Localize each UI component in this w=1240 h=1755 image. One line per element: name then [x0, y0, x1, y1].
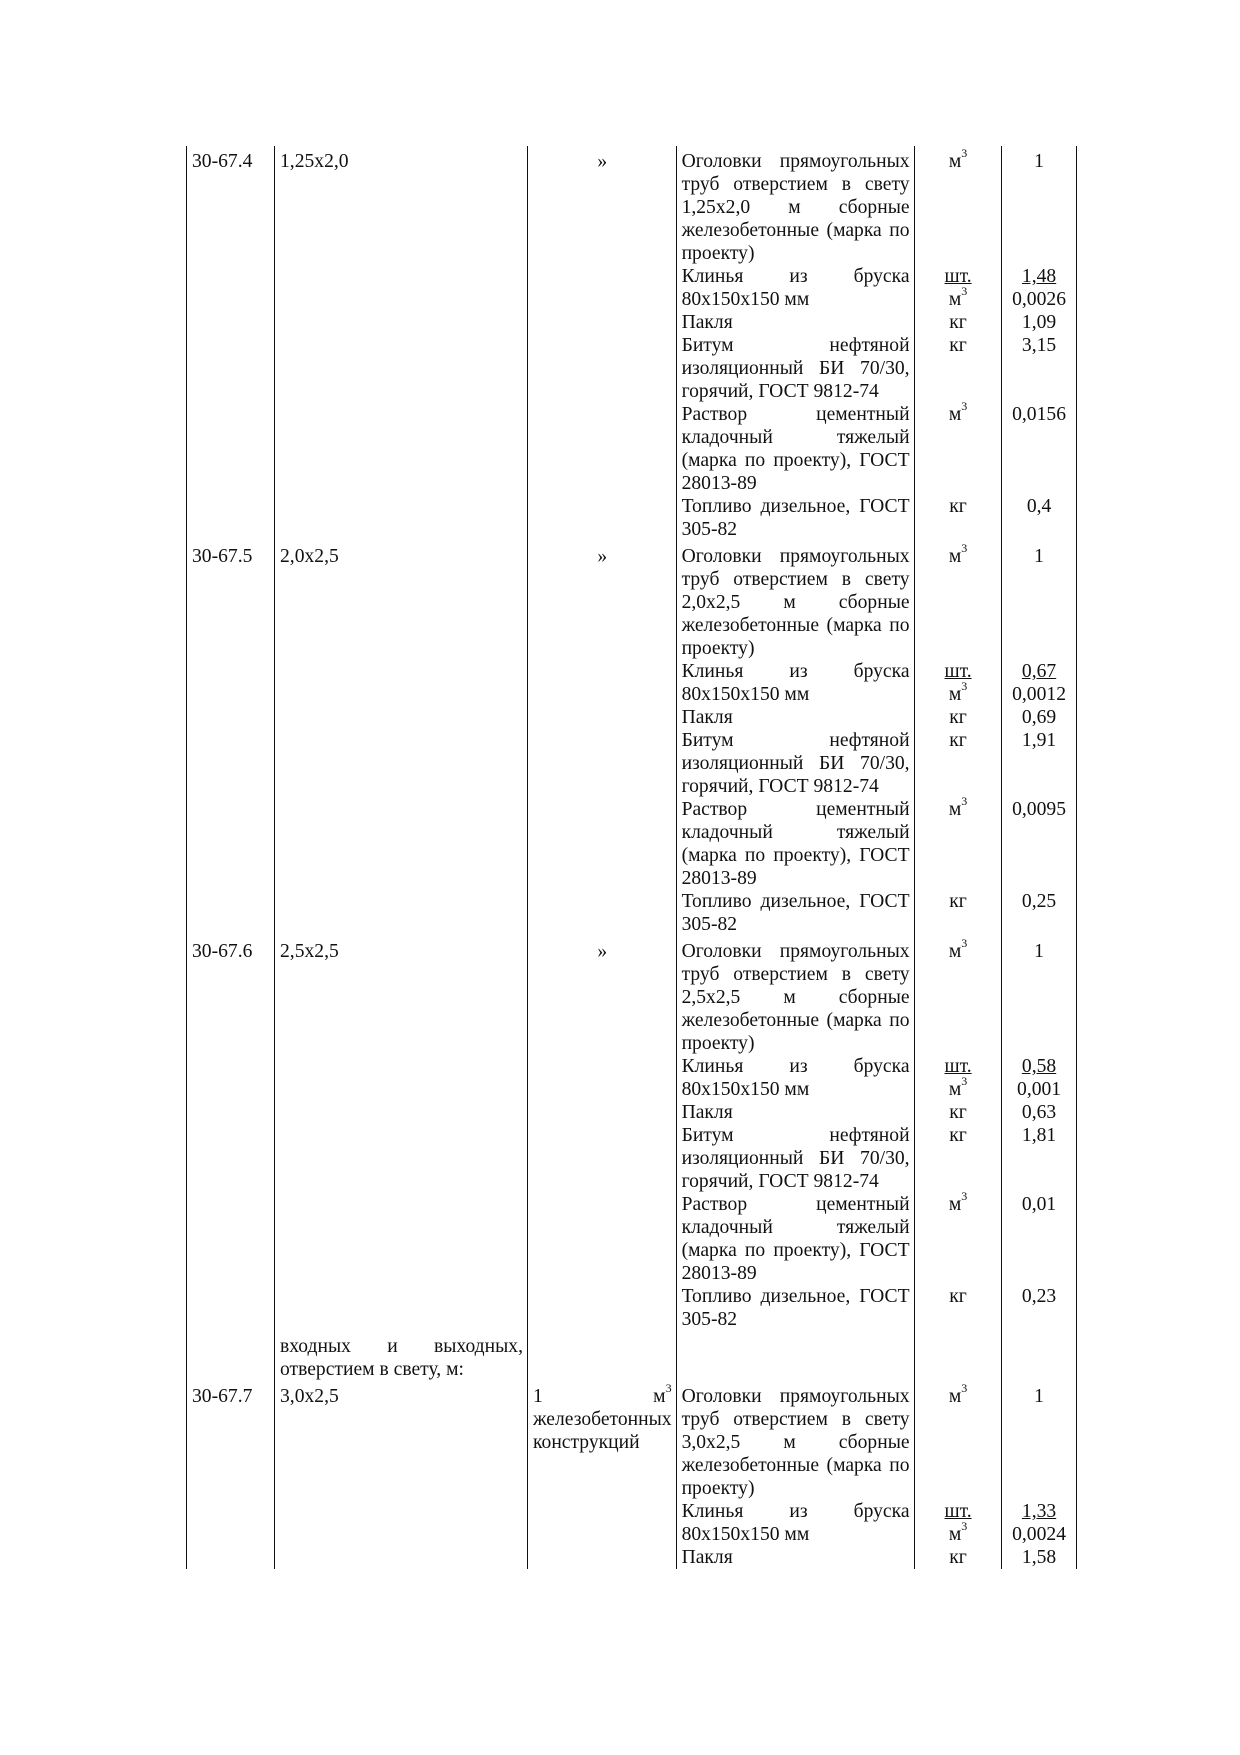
quantity-cell — [1001, 729, 1076, 798]
unit-cell — [914, 334, 1001, 403]
quantity-value: 1,48 — [1021, 266, 1057, 287]
unit-cell — [914, 1101, 1001, 1124]
norm-code: 30-67.6 — [187, 936, 275, 1331]
material-name: Раствор цементный кладочный тяжелый (марка по проекту), ГОСТ 28013-89 — [676, 798, 914, 890]
unit-cell — [914, 1500, 1001, 1546]
unit-label-exponent: 3 — [961, 1189, 968, 1204]
quantity-value: 1,09 — [1021, 312, 1057, 333]
material-name: Раствор цементный кладочный тяжелый (марка по проекту), ГОСТ 28013-89 — [676, 1193, 914, 1285]
quantity-cell — [1001, 936, 1076, 1055]
material-name: Битум нефтяной изоляционный БИ 70/30, горячий, ГОСТ 9812-74 — [676, 1124, 914, 1193]
ditto-mark: » — [528, 541, 677, 936]
quantity-cell — [1001, 1500, 1076, 1546]
quantity-value: 0,25 — [1021, 891, 1057, 912]
material-name: Топливо дизельное, ГОСТ 305-82 — [676, 890, 914, 936]
unit-label: $м^3$ — [948, 1074, 968, 1100]
empty-cell — [528, 1331, 677, 1381]
material-name: Битум нефтяной изоляционный БИ 70/30, горячий, ГОСТ 9812-74 — [676, 729, 914, 798]
unit-cell — [914, 541, 1001, 660]
quantity-cell — [1001, 798, 1076, 890]
unit-label: $м^3$ — [948, 399, 968, 425]
unit-label-exponent: 3 — [961, 1519, 968, 1534]
ditto-mark: » — [528, 936, 677, 1331]
material-name: Оголовки прямоугольных труб отверстием в свету 1,25x2,0 м сборные железобетонные (марка по проекту) — [676, 146, 914, 265]
material-name: Оголовки прямоугольных труб отверстием в свету 2,0x2,5 м сборные железобетонные (марка по проекту) — [676, 541, 914, 660]
quantity-cell — [1001, 706, 1076, 729]
unit-label: кг — [949, 1102, 967, 1123]
unit-cell — [914, 146, 1001, 265]
unit-of-measure-unit: $м^3$ — [653, 1381, 672, 1407]
unit-cell — [914, 1055, 1001, 1101]
unit-cell — [914, 706, 1001, 729]
unit-label: шт. — [944, 661, 972, 682]
quantity-cell — [1001, 1193, 1076, 1285]
quantity-value: 0,0095 — [1012, 799, 1066, 820]
quantity-cell — [1001, 311, 1076, 334]
quantity-value: 0,0026 — [1012, 289, 1066, 310]
unit-cell — [914, 936, 1001, 1055]
material-name: Битум нефтяной изоляционный БИ 70/30, горячий, ГОСТ 9812-74 — [676, 334, 914, 403]
table-row — [187, 146, 1077, 265]
unit-label: шт. — [944, 1501, 972, 1522]
quantity-value: 1 — [1034, 546, 1044, 567]
quantity-cell — [1001, 1381, 1076, 1500]
empty-cell — [676, 1331, 914, 1381]
opening-size: 1,25x2,0 — [275, 146, 528, 541]
quantity-value: 1 — [1034, 1386, 1044, 1407]
quantity-cell — [1001, 1124, 1076, 1193]
quantity-value: 0,0024 — [1012, 1524, 1066, 1545]
quantity-value: 0,23 — [1021, 1286, 1057, 1307]
section-label-row — [187, 1331, 1077, 1381]
quantity-value: 1,33 — [1021, 1501, 1057, 1522]
quantity-value: 0,69 — [1021, 707, 1057, 728]
unit-label: $м^3$ — [948, 794, 968, 820]
ditto-mark: » — [528, 146, 677, 541]
quantity-value: 1,81 — [1021, 1125, 1057, 1146]
quantity-cell — [1001, 334, 1076, 403]
quantity-cell — [1001, 541, 1076, 660]
unit-of-measure-head — [533, 1381, 672, 1408]
norms-table — [186, 146, 1077, 1569]
unit-label-exponent: 3 — [961, 1381, 968, 1396]
quantity-cell — [1001, 1285, 1076, 1331]
unit-label: кг — [949, 1547, 967, 1568]
unit-label: шт. — [944, 1056, 972, 1077]
section-label: входных и выходных, отверстием в свету, м: — [275, 1331, 528, 1381]
unit-of-measure-text: железобетонных конструкций — [533, 1409, 672, 1453]
unit-label-exponent: 3 — [961, 541, 968, 556]
material-name: Клинья из бруска 80x150x150 мм — [676, 1055, 914, 1101]
unit-label: кг — [949, 1286, 967, 1307]
unit-cell — [914, 265, 1001, 311]
quantity-value: 1 — [1034, 151, 1044, 172]
material-name: Клинья из бруска 80x150x150 мм — [676, 660, 914, 706]
unit-of-measure — [528, 1381, 677, 1569]
material-name: Пакля — [676, 1546, 914, 1569]
unit-label: кг — [949, 707, 967, 728]
unit-label: кг — [949, 335, 967, 356]
material-name: Оголовки прямоугольных труб отверстием в свету 3,0x2,5 м сборные железобетонные (марка по проекту) — [676, 1381, 914, 1500]
unit-label: $м^3$ — [948, 541, 968, 567]
opening-size: 2,0x2,5 — [275, 541, 528, 936]
unit-label: $м^3$ — [948, 1381, 968, 1407]
material-name: Пакля — [676, 1101, 914, 1124]
unit-cell — [914, 1285, 1001, 1331]
material-name: Раствор цементный кладочный тяжелый (марка по проекту), ГОСТ 28013-89 — [676, 403, 914, 495]
quantity-cell — [1001, 1101, 1076, 1124]
table-row — [187, 1381, 1077, 1500]
unit-label: $м^3$ — [948, 936, 968, 962]
material-name: Пакля — [676, 311, 914, 334]
norm-code: 30-67.7 — [187, 1381, 275, 1569]
unit-label-exponent: 3 — [961, 794, 968, 809]
unit-label-exponent: 3 — [961, 146, 968, 161]
unit-label: шт. — [944, 266, 972, 287]
quantity-value: 1,58 — [1021, 1547, 1057, 1568]
unit-cell — [914, 495, 1001, 541]
unit-cell — [914, 399, 1001, 495]
unit-label: кг — [949, 1125, 967, 1146]
unit-label-exponent: 3 — [961, 936, 968, 951]
quantity-value: 0,63 — [1021, 1102, 1057, 1123]
quantity-value: 1,91 — [1021, 730, 1057, 751]
unit-of-measure-unit-exponent: 3 — [665, 1381, 672, 1396]
unit-cell — [914, 1189, 1001, 1285]
unit-cell — [914, 729, 1001, 798]
unit-label: $м^3$ — [948, 679, 968, 705]
quantity-cell — [1001, 1546, 1076, 1569]
unit-cell — [914, 1381, 1001, 1500]
quantity-cell — [1001, 265, 1076, 311]
unit-label: $м^3$ — [948, 146, 968, 172]
norm-code: 30-67.5 — [187, 541, 275, 936]
material-name: Клинья из бруска 80x150x150 мм — [676, 1500, 914, 1546]
quantity-cell — [1001, 495, 1076, 541]
opening-size: 2,5x2,5 — [275, 936, 528, 1331]
unit-of-measure-number: 1 — [533, 1386, 543, 1407]
quantity-cell — [1001, 403, 1076, 495]
quantity-value: 0,0012 — [1012, 684, 1066, 705]
quantity-value: 1 — [1034, 941, 1044, 962]
norms-table-body — [187, 146, 1077, 1569]
unit-label: $м^3$ — [948, 1519, 968, 1545]
unit-cell — [914, 890, 1001, 936]
quantity-value: 0,001 — [1017, 1079, 1062, 1100]
quantity-value: 0,4 — [1026, 496, 1052, 517]
empty-cell — [914, 1331, 1001, 1381]
unit-label-exponent: 3 — [961, 1074, 968, 1089]
table-row — [187, 541, 1077, 660]
unit-cell — [914, 794, 1001, 890]
empty-cell — [1001, 1331, 1076, 1381]
unit-label: $м^3$ — [948, 284, 968, 310]
unit-label-exponent: 3 — [961, 679, 968, 694]
unit-label: $м^3$ — [948, 1189, 968, 1215]
unit-label-exponent: 3 — [961, 284, 968, 299]
unit-cell — [914, 660, 1001, 706]
table-row — [187, 936, 1077, 1055]
material-name: Клинья из бруска 80x150x150 мм — [676, 265, 914, 311]
unit-label: кг — [949, 496, 967, 517]
material-name: Топливо дизельное, ГОСТ 305-82 — [676, 1285, 914, 1331]
quantity-value: 0,58 — [1021, 1056, 1057, 1077]
material-name: Пакля — [676, 706, 914, 729]
unit-label: кг — [949, 891, 967, 912]
unit-cell — [914, 1546, 1001, 1569]
unit-label: кг — [949, 312, 967, 333]
quantity-value: 0,01 — [1021, 1194, 1057, 1215]
unit-cell — [914, 1124, 1001, 1193]
material-name: Оголовки прямоугольных труб отверстием в свету 2,5x2,5 м сборные железобетонные (марка по проекту) — [676, 936, 914, 1055]
quantity-cell — [1001, 1055, 1076, 1101]
quantity-cell — [1001, 890, 1076, 936]
empty-cell — [187, 1331, 275, 1381]
quantity-value: 3,15 — [1021, 335, 1057, 356]
quantity-cell — [1001, 660, 1076, 706]
unit-label: кг — [949, 730, 967, 751]
quantity-cell — [1001, 146, 1076, 265]
quantity-value: 0,67 — [1021, 661, 1057, 682]
material-name: Топливо дизельное, ГОСТ 305-82 — [676, 495, 914, 541]
unit-cell — [914, 311, 1001, 334]
quantity-value: 0,0156 — [1012, 404, 1066, 425]
unit-label-exponent: 3 — [961, 399, 968, 414]
norm-code: 30-67.4 — [187, 146, 275, 541]
opening-size: 3,0x2,5 — [275, 1381, 528, 1569]
